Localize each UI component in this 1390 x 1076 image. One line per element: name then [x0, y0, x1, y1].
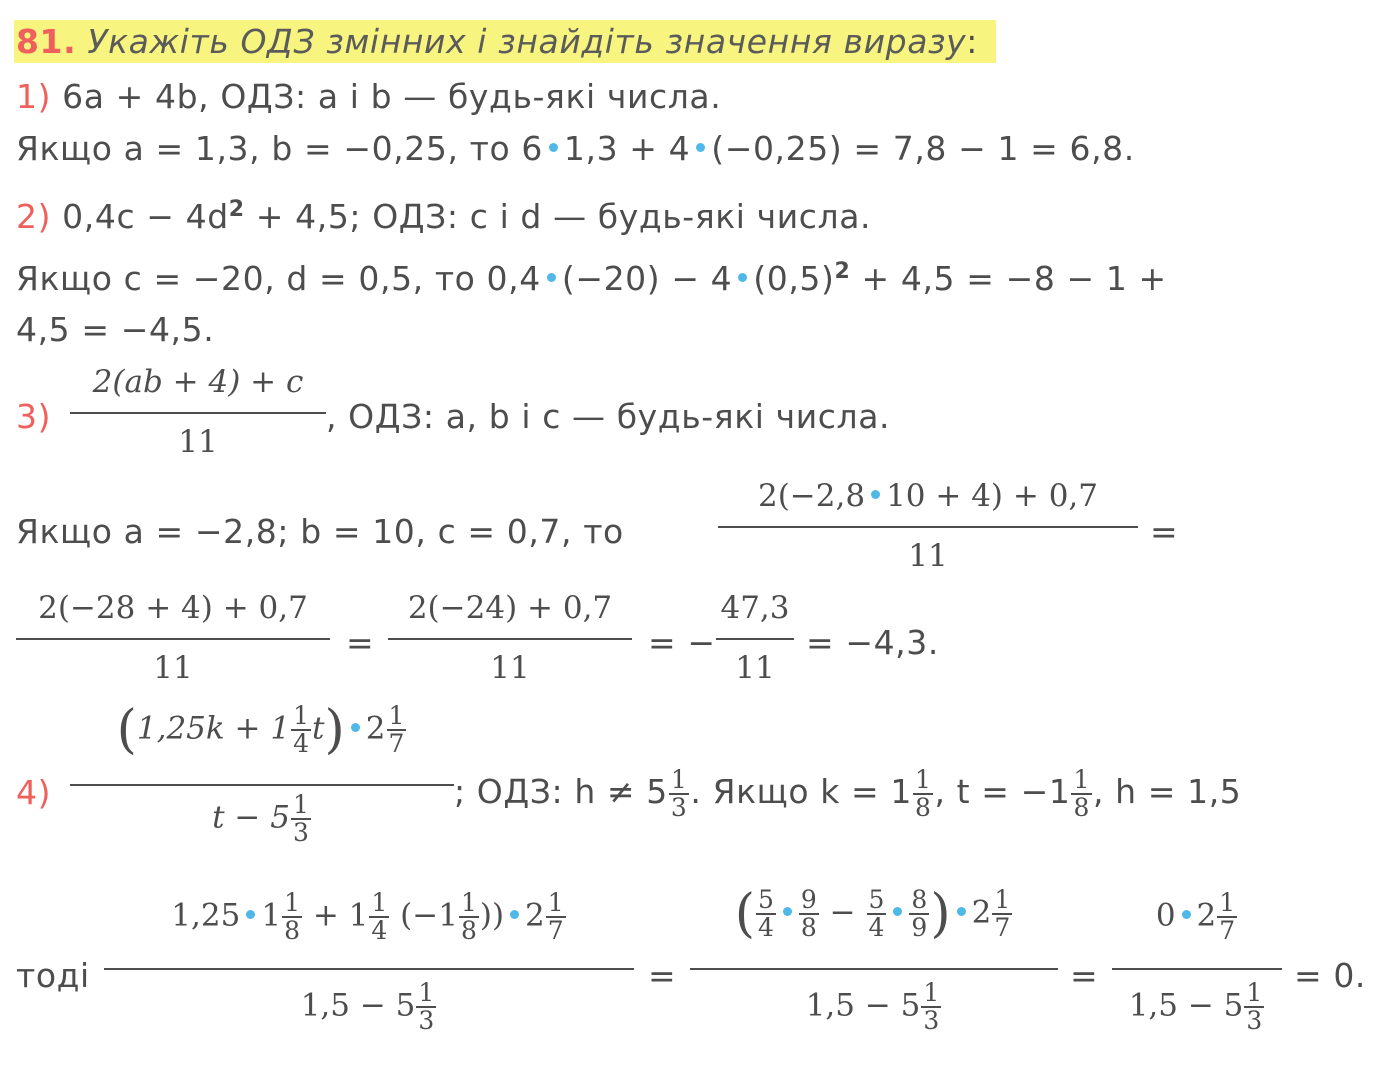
num-t: t: [312, 710, 325, 747]
item2-line2-d: + 4,5 = −8 − 1 +: [850, 259, 1167, 298]
mini-den: 8: [460, 916, 477, 945]
mini-den: 4: [758, 913, 774, 942]
r-num-c: + 1: [302, 897, 369, 934]
fraction-bar: [690, 968, 1058, 970]
fraction-numerator: 2(−28 + 4) + 0,7: [38, 590, 308, 626]
r-num-b: 1: [261, 897, 282, 934]
colon: :: [966, 22, 979, 61]
item4-result-fraction1: [104, 880, 634, 1060]
equals: =: [648, 956, 677, 995]
mini-num: 1: [1246, 978, 1263, 1007]
exponent: 2: [228, 197, 245, 222]
item4-final: = 0.: [1294, 956, 1367, 995]
left-paren: (: [116, 700, 137, 760]
fraction-denominator: 11: [490, 650, 530, 686]
mini-den: 8: [800, 913, 817, 942]
item2-line1: [16, 190, 871, 237]
mini-den: 3: [292, 818, 309, 847]
mult-dot: [696, 143, 705, 152]
mini-num: 1: [547, 888, 564, 917]
fraction-bar: [388, 638, 632, 640]
mult-dot: [957, 907, 966, 916]
task-title: Укажіть ОДЗ змінних і знайдіть значення виразу: [87, 22, 967, 61]
mult-dot: [1182, 910, 1191, 919]
mini-den: 7: [547, 916, 564, 945]
fraction-denominator: 11: [153, 650, 193, 686]
equals: =: [1150, 512, 1179, 551]
mini-num: 5: [868, 885, 885, 914]
item1-line1: [16, 77, 721, 117]
fraction-numerator: 2(ab + 4) + c: [92, 364, 304, 400]
odz-a: ; ОДЗ: h ≠ 5: [454, 772, 668, 811]
den-a: t − 5: [212, 799, 290, 836]
fraction-denominator: 11: [908, 538, 948, 574]
right-paren: ): [930, 884, 951, 944]
odz-b: . Якщо k = 1: [690, 772, 912, 811]
task-number: 81.: [16, 22, 77, 61]
fraction-denominator: 11: [178, 424, 218, 460]
equals: =: [1070, 956, 1099, 995]
item4-result-fraction3: [1112, 880, 1282, 1060]
mult-dot: [871, 490, 880, 499]
item1-line2-a: Якщо a = 1,3, b = −0,25, то 6: [16, 129, 543, 168]
item1-line2-c: (−0,25) = 7,8 − 1 = 6,8.: [711, 129, 1135, 168]
item1-line2: [16, 129, 1135, 169]
mini-den: 7: [1219, 916, 1236, 945]
item3-fraction5: [716, 588, 794, 688]
mult-dot: [893, 907, 902, 916]
mini-num: 1: [1073, 764, 1090, 794]
mini-num: 8: [911, 885, 928, 914]
item3-fraction4: [388, 588, 632, 688]
item2-line3: 4,5 = −4,5.: [16, 310, 215, 349]
equals-minus: = −: [648, 623, 716, 662]
item1-line2-b: 1,3 + 4: [563, 129, 691, 168]
fraction-bar: [716, 638, 794, 640]
fraction-bar: [718, 526, 1138, 528]
r-den: 1,5 − 5: [1128, 987, 1244, 1024]
mini-num: 1: [284, 888, 300, 917]
fraction-denominator: 11: [735, 650, 775, 686]
right-paren: ): [324, 700, 345, 760]
odz-d: , h = 1,5: [1092, 772, 1242, 811]
r-num-a: 1,25: [171, 897, 241, 934]
fraction-numerator: 2(−24) + 0,7: [407, 590, 613, 626]
item3-line2: Якщо a = −2,8; b = 10, c = 0,7, то: [16, 512, 624, 551]
mini-num: 1: [923, 978, 940, 1007]
item4-odz: [454, 752, 1241, 832]
num-a: 1,25k + 1: [136, 710, 291, 747]
mult-dot: [351, 723, 360, 732]
mini-den: 8: [914, 792, 932, 822]
mini-num: 1: [292, 790, 309, 819]
item3-label: 3): [16, 397, 52, 436]
mult-dot: [783, 907, 792, 916]
two: 2: [1196, 897, 1217, 934]
r-den: 1,5 − 5: [300, 987, 416, 1024]
zero: 0: [1155, 897, 1176, 934]
mini-den: 3: [418, 1006, 435, 1035]
item4-result-fraction2: ( $\frac{5}{4}$ $\frac{9}{8}$ − $\frac{5}{4}$ $\frac{8}{9}$ ) 2 $\frac{1}{7}$ 1,5 − 5 $\frac{1}{3}$: [690, 880, 1058, 1060]
mini-den: 4: [371, 916, 388, 945]
item1-label: 1): [16, 77, 52, 116]
item3-fraction2: [718, 476, 1138, 576]
mini-den: 8: [1073, 792, 1090, 822]
item2-line2-a: Якщо c = −20, d = 0,5, то 0,4: [16, 259, 541, 298]
item3-fraction3: [16, 588, 330, 688]
item2-line2-c: (0,5): [753, 259, 835, 298]
mini-num: 1: [460, 888, 477, 917]
fraction-bar: [70, 412, 326, 414]
mini-num: 1: [371, 888, 388, 917]
mini-num: 1: [670, 764, 688, 794]
mini-den: 4: [293, 729, 309, 758]
exponent: 2: [834, 259, 851, 284]
r-num-f: 2: [525, 897, 545, 934]
item2-line2: [16, 252, 1167, 299]
fraction2-num-b: 10 + 4) + 0,7: [886, 478, 1099, 514]
item2-label: 2): [16, 197, 52, 236]
mini-num: 5: [758, 885, 774, 914]
mini-den: 3: [1246, 1006, 1263, 1035]
mini-num: 1: [914, 764, 932, 794]
mini-num: 1: [994, 885, 1011, 914]
mini-num: 1: [388, 701, 405, 730]
mult-dot: [547, 273, 556, 282]
task-header: [14, 22, 996, 62]
item4-todi: тоді: [16, 956, 90, 995]
mini-num: 1: [418, 978, 435, 1007]
odz-c: , t = −1: [934, 772, 1071, 811]
item4-fraction: [70, 700, 454, 870]
mini-num: 1: [1219, 888, 1236, 917]
mini-num: 1: [293, 701, 309, 730]
mini-den: 9: [911, 913, 928, 942]
mult-dot: [510, 910, 519, 919]
mini-den: 7: [388, 729, 405, 758]
fraction-bar: [1112, 968, 1282, 970]
mini-den: 3: [670, 792, 688, 822]
mult-dot: [246, 910, 255, 919]
item3-odz: , ОДЗ: a, b і c — будь-які числа.: [326, 397, 891, 436]
item4-label: 4): [16, 773, 52, 812]
item3-fraction: [70, 362, 326, 462]
r-num-2: 2: [971, 894, 992, 931]
mini-num: 9: [800, 885, 817, 914]
item3-result: = −4,3.: [806, 623, 939, 662]
mini-den: 3: [923, 1006, 940, 1035]
equals: =: [346, 623, 375, 662]
left-paren: (: [734, 884, 756, 944]
r-den: 1,5 − 5: [805, 987, 921, 1024]
num-2: 2: [365, 710, 386, 747]
item2-line2-b: (−20) − 4: [561, 259, 733, 298]
mult-dot: [549, 143, 558, 152]
fraction-bar: [70, 784, 454, 786]
item1-text: 6a + 4b, ОДЗ: a і b — будь-які числа.: [62, 77, 722, 116]
fraction2-num-a: 2(−2,8: [757, 478, 866, 514]
r-num-e: )): [479, 897, 505, 934]
mini-den: 8: [284, 916, 300, 945]
r-num-d: (−1: [390, 897, 458, 934]
mini-den: 4: [868, 913, 885, 942]
fraction-bar: [104, 968, 634, 970]
mini-den: 7: [994, 913, 1011, 942]
item2-line1-a: 0,4c − 4d: [62, 197, 229, 236]
fraction-bar: [16, 638, 330, 640]
fraction-numerator: 47,3: [720, 590, 790, 626]
item2-line1-b: + 4,5; ОДЗ: c і d — будь-які числа.: [244, 197, 872, 236]
mult-dot: [738, 273, 747, 282]
